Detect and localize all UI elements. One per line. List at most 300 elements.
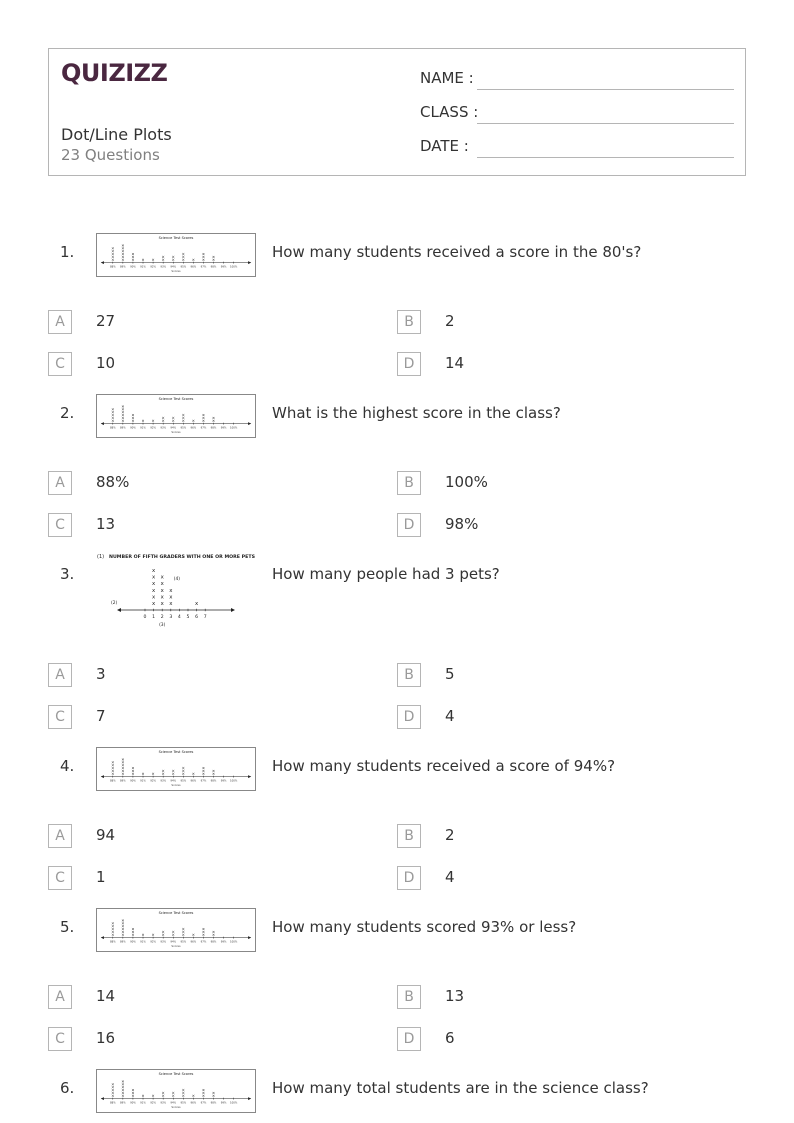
x-mark [132, 414, 134, 416]
arrow-left-icon [101, 261, 104, 264]
tick-label: 93% [160, 779, 167, 783]
tick-label: 88% [109, 779, 116, 783]
x-mark [122, 934, 124, 936]
x-mark: x [169, 601, 173, 607]
question-text: How many students received a score in the 80's? [272, 243, 642, 261]
x-mark: x [169, 594, 173, 601]
arrow-right-icon [248, 936, 251, 939]
option-letter: B [397, 663, 421, 687]
x-mark [112, 922, 114, 924]
tick-label: 89% [120, 265, 126, 269]
option-value: 3 [96, 665, 106, 683]
x-mark [182, 767, 184, 769]
x-mark [162, 259, 164, 261]
x-mark [132, 931, 134, 933]
tick-label: 91% [140, 1101, 146, 1105]
x-mark [112, 934, 114, 936]
x-mark [162, 1092, 164, 1094]
x-mark [202, 1089, 204, 1091]
tick-label: 99% [220, 779, 227, 783]
tick-label: 90% [130, 1101, 136, 1105]
x-mark [112, 256, 114, 258]
x-mark [112, 1086, 114, 1088]
x-mark [142, 934, 144, 936]
question-text: How many people had 3 pets? [272, 565, 500, 583]
tick-label: 90% [130, 426, 136, 430]
science-dot-plot [96, 747, 256, 791]
arrow-right-icon [248, 1097, 251, 1100]
x-mark [112, 767, 114, 769]
tick-label: 98% [210, 940, 217, 944]
x-mark [112, 761, 114, 763]
question-number: 6. [60, 1079, 75, 1097]
arrow-right-icon [248, 422, 251, 425]
tick-label: 88% [109, 265, 116, 269]
option-letter: C [48, 1027, 72, 1051]
x-mark [182, 414, 184, 416]
science-plot-svg [97, 909, 255, 951]
x-mark [112, 414, 114, 416]
tick-label: 88% [109, 426, 116, 430]
x-mark [122, 761, 124, 763]
x-mark [213, 931, 215, 933]
option-value: 10 [96, 354, 116, 372]
x-mark [142, 773, 144, 775]
arrow-left-icon [101, 422, 104, 425]
tick-label: 98% [210, 426, 217, 430]
x-mark [182, 256, 184, 258]
tick-label: 92% [150, 265, 156, 269]
x-mark [122, 406, 124, 408]
tick-label: 89% [120, 426, 126, 430]
x-mark: x [151, 581, 156, 588]
x-mark [162, 934, 164, 936]
tick-label: 98% [210, 1101, 217, 1105]
option-letter: B [397, 824, 421, 848]
x-mark [182, 253, 184, 255]
option-letter: A [48, 663, 72, 687]
x-mark [172, 934, 174, 936]
tick-label: 94% [170, 1101, 177, 1105]
tick-label: 93% [160, 265, 167, 269]
question-text: How many students received a score of 94%? [272, 757, 616, 775]
x-mark [172, 259, 174, 261]
option-letter: C [48, 513, 72, 537]
option-value: 13 [96, 515, 116, 533]
tick-label: 0 [143, 615, 147, 620]
x-mark [152, 259, 154, 261]
plot-title: Science Test Scores [158, 1071, 194, 1076]
x-mark [182, 259, 184, 261]
tick-label: 90% [130, 265, 136, 269]
x-mark [112, 928, 114, 930]
science-dot-plot [96, 233, 256, 277]
x-mark [132, 417, 134, 419]
x-mark [162, 770, 164, 772]
tick-label: 6 [195, 615, 199, 620]
x-mark [202, 420, 204, 422]
axis-label: Scores [171, 783, 181, 788]
pets-line-plot [96, 553, 256, 635]
tick-label: 99% [220, 1101, 227, 1105]
x-mark [112, 925, 114, 927]
tick-label: 96% [190, 1101, 197, 1105]
x-mark [213, 256, 215, 258]
x-mark [172, 256, 174, 258]
tick-label: 90% [130, 940, 136, 944]
tick-label: 100% [230, 1101, 238, 1105]
x-mark [213, 1095, 215, 1097]
tick-label: 4 [177, 615, 181, 620]
plot-title: Science Test Scores [158, 396, 194, 401]
x-mark: x [151, 568, 156, 574]
x-mark [122, 759, 124, 761]
option-value: 6 [445, 1029, 455, 1047]
science-plot-svg [97, 395, 255, 437]
option-value: 100% [445, 473, 488, 491]
quizizz-logo: QUIZIZZ [61, 59, 168, 87]
tick-label: 92% [150, 426, 156, 430]
tick-label: 7 [203, 615, 207, 620]
option-letter: C [48, 866, 72, 890]
x-mark [132, 767, 134, 769]
x-mark [132, 934, 134, 936]
axis-label: Scores [171, 944, 181, 949]
x-mark: x [160, 574, 164, 581]
tick-label: 89% [120, 1101, 126, 1105]
x-mark [112, 250, 114, 252]
x-mark [172, 931, 174, 933]
x-mark [182, 417, 184, 419]
option-value: 98% [445, 515, 479, 533]
date-label: DATE : [420, 137, 469, 155]
tick-label: 92% [150, 779, 156, 783]
x-mark: x [151, 574, 156, 581]
x-mark [112, 411, 114, 413]
x-mark [112, 420, 114, 422]
x-mark [132, 770, 134, 772]
plot-title-number: (1) [97, 554, 105, 560]
option-letter: B [397, 985, 421, 1009]
x-mark [202, 934, 204, 936]
x-mark [132, 420, 134, 422]
x-mark [122, 420, 124, 422]
tick-label: 95% [180, 265, 187, 269]
tick-label: 92% [150, 940, 156, 944]
x-mark: x [169, 587, 173, 594]
callout-label: (3) [159, 623, 166, 628]
science-dot-plot [96, 394, 256, 438]
date-field[interactable] [420, 137, 734, 159]
option-value: 7 [96, 707, 106, 725]
x-mark [182, 773, 184, 775]
tick-label: 98% [210, 265, 217, 269]
option-letter: D [397, 705, 421, 729]
question-text: How many students scored 93% or less? [272, 918, 577, 936]
x-mark [213, 773, 215, 775]
plot-title: Science Test Scores [158, 749, 194, 754]
x-mark [162, 931, 164, 933]
x-mark [122, 408, 124, 410]
question-text: What is the highest score in the class? [272, 404, 561, 422]
tick-label: 90% [130, 779, 136, 783]
x-mark [213, 259, 215, 261]
tick-label: 94% [170, 940, 177, 944]
x-mark [132, 1092, 134, 1094]
tick-label: 95% [180, 1101, 187, 1105]
x-mark [122, 1095, 124, 1097]
option-letter: A [48, 824, 72, 848]
x-mark [152, 420, 154, 422]
x-mark [182, 1089, 184, 1091]
x-mark [192, 934, 194, 936]
tick-label: 95% [180, 940, 187, 944]
x-mark: x [151, 587, 156, 594]
x-mark [122, 414, 124, 416]
x-mark [192, 773, 194, 775]
x-mark [162, 417, 164, 419]
class-label: CLASS : [420, 103, 479, 121]
tick-label: 96% [190, 265, 197, 269]
class-field[interactable] [420, 103, 734, 125]
callout-label: (2) [111, 601, 118, 606]
x-mark [162, 420, 164, 422]
option-letter: A [48, 471, 72, 495]
x-mark [152, 773, 154, 775]
option-letter: D [397, 1027, 421, 1051]
option-letter: B [397, 471, 421, 495]
x-mark [122, 259, 124, 261]
x-mark [172, 770, 174, 772]
tick-label: 88% [109, 1101, 116, 1105]
arrow-right-icon [248, 261, 251, 264]
tick-label: 3 [169, 615, 173, 620]
tick-label: 95% [180, 779, 187, 783]
x-mark [132, 1089, 134, 1091]
tick-label: 94% [170, 426, 177, 430]
x-mark [192, 420, 194, 422]
tick-label: 100% [230, 940, 238, 944]
tick-label: 99% [220, 265, 227, 269]
x-mark [132, 1095, 134, 1097]
tick-label: 2 [160, 615, 164, 620]
x-mark [122, 417, 124, 419]
x-mark: x [160, 587, 164, 594]
x-mark [142, 259, 144, 261]
x-mark [172, 417, 174, 419]
tick-label: 96% [190, 940, 197, 944]
x-mark [112, 417, 114, 419]
x-mark [202, 417, 204, 419]
tick-label: 95% [180, 426, 187, 430]
option-letter: A [48, 310, 72, 334]
tick-label: 97% [200, 265, 207, 269]
x-mark [202, 1092, 204, 1094]
x-mark [142, 420, 144, 422]
option-value: 2 [445, 312, 455, 330]
callout-label: (4) [173, 577, 181, 582]
tick-label: 92% [150, 1101, 156, 1105]
x-mark: x [160, 581, 164, 588]
x-mark [182, 928, 184, 930]
name-line[interactable] [477, 89, 734, 90]
x-mark: x [151, 594, 156, 601]
option-value: 88% [96, 473, 130, 491]
tick-label: 89% [120, 779, 126, 783]
x-mark [122, 411, 124, 413]
x-mark [112, 931, 114, 933]
tick-label: 98% [210, 779, 217, 783]
x-mark [112, 1092, 114, 1094]
option-value: 27 [96, 312, 116, 330]
x-mark [112, 247, 114, 249]
x-mark [132, 928, 134, 930]
science-plot-svg [97, 748, 255, 790]
x-mark [122, 928, 124, 930]
tick-label: 97% [200, 940, 207, 944]
axis-label: Scores [171, 1105, 181, 1110]
x-mark [132, 259, 134, 261]
x-mark [112, 1083, 114, 1085]
plot-title: NUMBER OF FIFTH GRADERS WITH ONE OR MORE PETS [109, 554, 255, 559]
name-label: NAME : [420, 69, 474, 87]
science-plot-svg [97, 234, 255, 276]
x-mark [122, 773, 124, 775]
class-line[interactable] [477, 123, 734, 124]
x-mark [122, 1081, 124, 1083]
tick-label: 100% [230, 426, 238, 430]
x-mark [172, 1092, 174, 1094]
tick-label: 91% [140, 426, 146, 430]
pets-plot-svg [96, 553, 256, 635]
option-value: 1 [96, 868, 106, 886]
x-mark [122, 1086, 124, 1088]
tick-label: 100% [230, 779, 238, 783]
x-mark [122, 245, 124, 247]
x-mark [132, 256, 134, 258]
tick-label: 93% [160, 940, 167, 944]
x-mark [172, 1095, 174, 1097]
x-mark [202, 770, 204, 772]
x-mark [202, 414, 204, 416]
x-mark [122, 920, 124, 922]
x-mark [182, 931, 184, 933]
x-mark [132, 773, 134, 775]
arrow-right-icon [231, 608, 235, 612]
x-mark: x [160, 601, 164, 607]
x-mark [202, 773, 204, 775]
question-number: 4. [60, 757, 75, 775]
x-mark [213, 1092, 215, 1094]
tick-label: 99% [220, 426, 227, 430]
x-mark [122, 925, 124, 927]
tick-label: 88% [109, 940, 116, 944]
x-mark [182, 770, 184, 772]
x-mark [122, 931, 124, 933]
option-value: 13 [445, 987, 465, 1005]
x-mark [112, 773, 114, 775]
option-value: 14 [445, 354, 465, 372]
option-letter: C [48, 705, 72, 729]
x-mark [112, 1089, 114, 1091]
x-mark [122, 247, 124, 249]
tick-label: 97% [200, 426, 207, 430]
tick-label: 99% [220, 940, 227, 944]
option-value: 4 [445, 707, 455, 725]
question-number: 2. [60, 404, 75, 422]
science-dot-plot [96, 1069, 256, 1113]
x-mark [172, 420, 174, 422]
option-value: 2 [445, 826, 455, 844]
tick-label: 91% [140, 265, 146, 269]
option-value: 4 [445, 868, 455, 886]
x-mark [162, 256, 164, 258]
tick-label: 94% [170, 265, 177, 269]
x-mark [162, 1095, 164, 1097]
arrow-right-icon [248, 775, 251, 778]
x-mark [213, 420, 215, 422]
tick-label: 100% [230, 265, 238, 269]
option-letter: D [397, 513, 421, 537]
axis-label: Scores [171, 430, 181, 435]
tick-label: 97% [200, 779, 207, 783]
tick-label: 93% [160, 1101, 167, 1105]
plot-title: Science Test Scores [158, 910, 194, 915]
x-mark [152, 934, 154, 936]
x-mark [122, 1083, 124, 1085]
question-text: How many total students are in the science class? [272, 1079, 649, 1097]
x-mark [122, 256, 124, 258]
option-letter: C [48, 352, 72, 376]
worksheet-header [48, 48, 746, 176]
option-letter: A [48, 985, 72, 1009]
tick-label: 96% [190, 779, 197, 783]
option-value: 14 [96, 987, 116, 1005]
x-mark [213, 417, 215, 419]
question-number: 1. [60, 243, 75, 261]
tick-label: 91% [140, 779, 146, 783]
x-mark: x [194, 601, 199, 607]
x-mark: x [151, 601, 156, 607]
x-mark [182, 1092, 184, 1094]
plot-title: Science Test Scores [158, 235, 194, 240]
date-line[interactable] [477, 157, 734, 158]
x-mark [202, 767, 204, 769]
x-mark [122, 1092, 124, 1094]
x-mark [182, 1095, 184, 1097]
option-letter: D [397, 866, 421, 890]
x-mark [122, 770, 124, 772]
tick-label: 1 [152, 615, 156, 620]
name-field[interactable] [420, 69, 734, 91]
x-mark [192, 1095, 194, 1097]
x-mark [202, 928, 204, 930]
tick-label: 91% [140, 940, 146, 944]
question-count: 23 Questions [61, 146, 160, 164]
x-mark [202, 1095, 204, 1097]
x-mark [213, 770, 215, 772]
tick-label: 93% [160, 426, 167, 430]
x-mark [122, 1089, 124, 1091]
x-mark: x [160, 594, 164, 601]
option-value: 5 [445, 665, 455, 683]
x-mark [112, 1095, 114, 1097]
tick-label: 94% [170, 779, 177, 783]
science-dot-plot [96, 908, 256, 952]
x-mark [122, 250, 124, 252]
arrow-left-icon [101, 936, 104, 939]
option-value: 16 [96, 1029, 116, 1047]
